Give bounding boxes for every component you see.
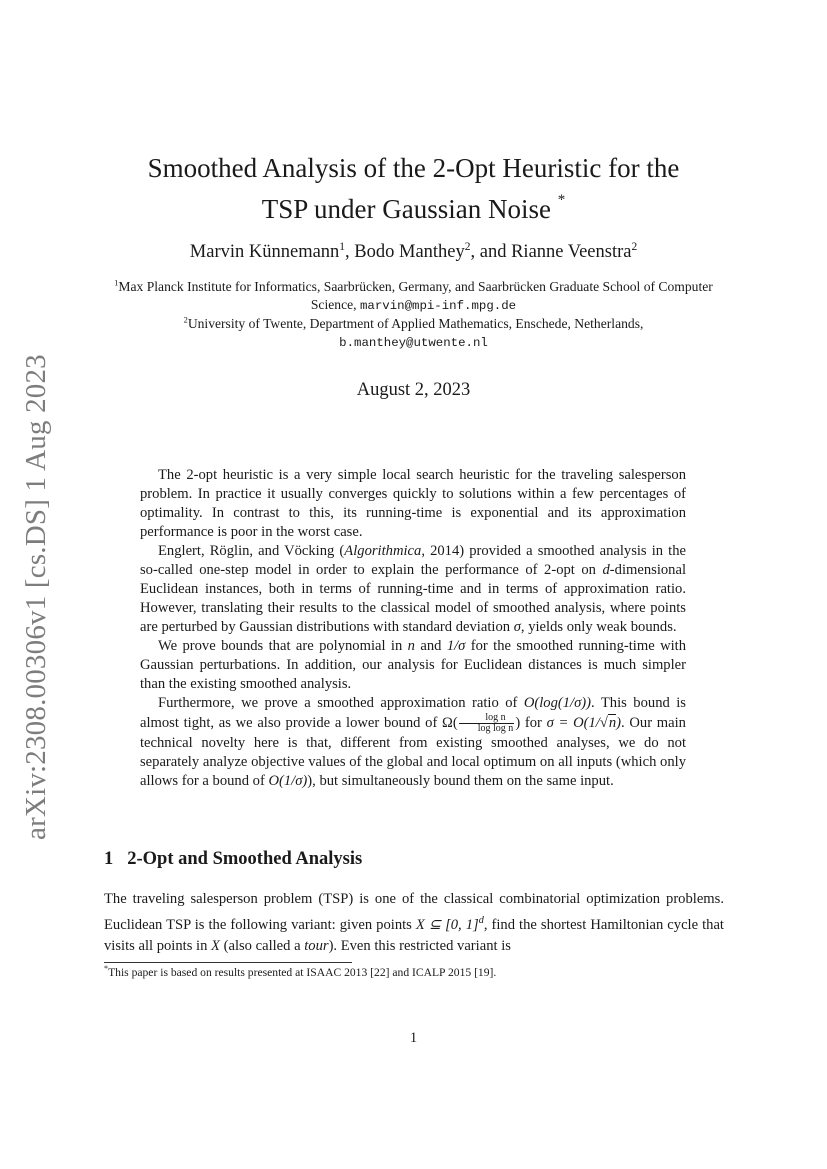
math-expr: X ⊆ [0, 1] (415, 916, 479, 933)
email-link-1[interactable]: marvin@mpi-inf.mpg.de (359, 299, 517, 313)
abstract-paragraph-4 (140, 694, 686, 791)
email-link-2[interactable]: b.manthey@utwente.nl (339, 336, 488, 350)
text-run: ). Even this restricted variant is (328, 937, 511, 954)
math-expr: ) (515, 714, 521, 731)
section-heading (104, 849, 362, 870)
section-body (104, 889, 724, 957)
math-expr: O(log(1/σ)) (523, 695, 592, 711)
text-run: for (520, 714, 547, 731)
title-line-2 (100, 186, 727, 227)
author-1-affil: 1 (339, 240, 346, 253)
math-var: σ (513, 619, 521, 635)
text-run: Englert, Röglin, and Vöcking ( (158, 543, 345, 559)
author-separator: , and (470, 242, 512, 262)
text-run: Furthermore, we prove a smoothed approximation ratio of (158, 695, 524, 711)
text-run: ), but simultaneously bound them on the same input. (307, 773, 614, 789)
math-var: d (602, 562, 610, 578)
page-number: 1 (409, 1030, 418, 1046)
author-3-affil: 2 (631, 240, 638, 253)
author-2-affil: 2 (464, 240, 471, 253)
math-fraction (459, 713, 515, 734)
math-expr: σ = (546, 714, 574, 731)
affiliation-2-email-line (100, 333, 727, 352)
section-number: 1 (104, 849, 114, 869)
text-run: , find the shortest Hamiltonian cycle that visits all points in (104, 916, 724, 954)
publication-date: August 2, 2023 (356, 380, 471, 400)
text-run: , 2014) provided a smoothed analysis in the so-called one-step model in order to explain the performance of 2-opt on (140, 543, 686, 578)
math-expr: ) (616, 714, 622, 731)
abstract (140, 466, 686, 791)
author-2: Bodo Manthey (354, 242, 465, 262)
math-var: X (211, 937, 220, 954)
author-1: Marvin Künnemann (189, 242, 340, 262)
affiliation-2 (100, 315, 727, 333)
text-run: (also called a (219, 937, 305, 954)
affiliations (100, 278, 727, 352)
paper-title (100, 150, 727, 227)
math-expr: 1/σ (446, 638, 466, 654)
math-exponent: d (478, 915, 484, 926)
author-3: Rianne Veenstra (511, 242, 632, 262)
fraction-numerator: log n (459, 713, 515, 724)
author-list (100, 242, 727, 263)
emphasis: tour (304, 937, 329, 954)
text-run: The traveling salesperson problem (TSP) is one of the classical combinatorial optimization problems. Euclidean TSP is the following variant: given points (104, 891, 724, 933)
text-run: . Our main technical novelty here is that, different from existing smoothed analyses, we do not separately analyze objective values of the global and local optimum on all inputs (which only allows for a bound of (140, 714, 686, 789)
math-var: n (407, 638, 415, 654)
text-run: , yields only weak bounds. (520, 619, 677, 635)
title-line-2-text: TSP under Gaussian Noise (261, 194, 551, 224)
abstract-paragraph-3 (140, 637, 686, 694)
abstract-paragraph-1: The 2-opt heuristic is a very simple local search heuristic for the traveling salesperson problem. In practice it usually converges quickly to solutions within a few percentages of optimality. In contrast to this, its running-time is exponential and its approximation performance is poor in the worst case. (140, 467, 686, 540)
footnote-rule (104, 962, 352, 963)
fraction-denominator: log log n (477, 723, 514, 734)
author-separator: , (345, 242, 355, 262)
affiliation-1 (100, 278, 727, 315)
title-footnote-mark: * (557, 192, 566, 208)
math-sqrt-arg: n (608, 714, 617, 731)
footnote-text: This paper is based on results presented at ISAAC 2013 [22] and ICALP 2015 [19]. (108, 966, 497, 979)
text-run: -dimensional Euclidean instances, both in terms of running-time and in terms of approximation ratio. However, translating their results to the classical model of smoothed analysis, where points are perturbed by Gaussian distributions with standard deviation (140, 562, 686, 635)
body-paragraph-1 (104, 889, 724, 957)
math-expr: O(1/√ (573, 714, 608, 731)
affiliation-2-mark: 2 (183, 314, 188, 325)
math-expr: Ω( (442, 714, 458, 731)
affiliation-1-mark: 1 (114, 277, 119, 288)
text-run: We prove bounds that are polynomial in (158, 638, 408, 654)
text-run: . This bound is almost tight, as we also provide a lower bound of (140, 695, 686, 731)
title-line-1: Smoothed Analysis of the 2-Opt Heuristic for the (147, 153, 680, 183)
math-expr: O(1/σ) (268, 773, 308, 789)
text-run: for the smoothed running-time with Gaussian perturbations. In addition, our analysis for Euclidean distances is much simpler than the existing smoothed analysis. (140, 638, 687, 692)
arxiv-identifier: arXiv:2308.00306v1 [cs.DS] 1 Aug 2023 (20, 354, 52, 840)
section-title: 2-Opt and Smoothed Analysis (127, 849, 363, 869)
footnote (104, 966, 724, 979)
affiliation-1-text: Max Planck Institute for Informatics, Saarbrücken, Germany, and Saarbrücken Graduate School of Computer Science, (118, 279, 713, 312)
footnote-mark: * (104, 964, 109, 974)
journal-name: Algorithmica (344, 543, 422, 559)
text-run: and (414, 638, 447, 654)
abstract-paragraph-2 (140, 542, 686, 637)
affiliation-2-text: University of Twente, Department of Applied Mathematics, Enschede, Netherlands, (187, 316, 644, 331)
